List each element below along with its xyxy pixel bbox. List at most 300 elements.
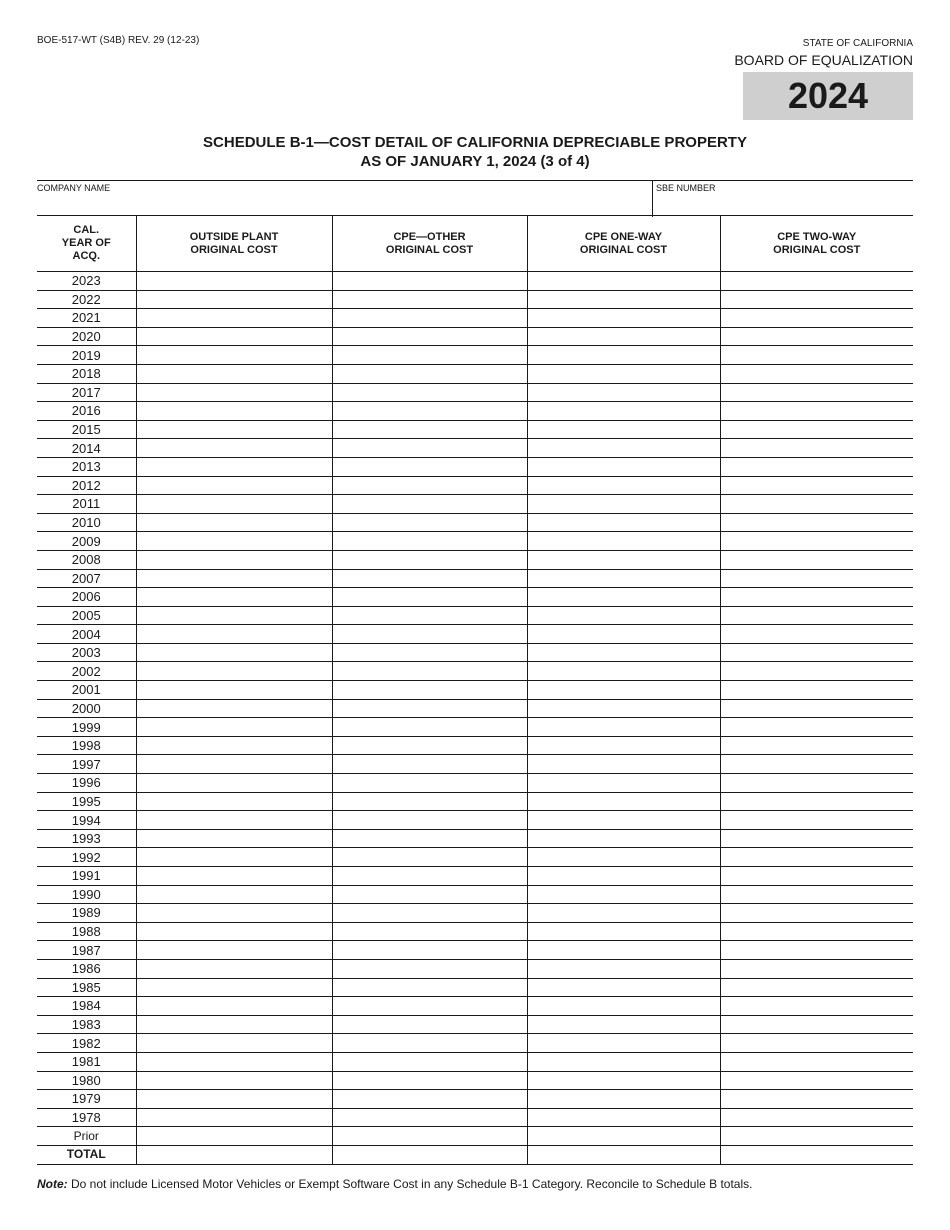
year-cell: 1984 xyxy=(37,997,136,1016)
cpe-other-cell[interactable] xyxy=(332,550,527,569)
outside-plant-cell[interactable] xyxy=(136,681,332,700)
outside-plant-cell[interactable] xyxy=(136,364,332,383)
cpe-two-way-cell[interactable] xyxy=(720,457,913,476)
outside-plant-cell[interactable] xyxy=(136,978,332,997)
cpe-two-way-cell[interactable] xyxy=(720,569,913,588)
outside-plant-cell[interactable] xyxy=(136,327,332,346)
cpe-two-way-cell[interactable] xyxy=(720,681,913,700)
cpe-one-way-cell[interactable] xyxy=(527,755,720,774)
cpe-other-cell[interactable] xyxy=(332,569,527,588)
cpe-one-way-cell[interactable] xyxy=(527,941,720,960)
outside-plant-cell[interactable] xyxy=(136,495,332,514)
year-cell: 2007 xyxy=(37,569,136,588)
cpe-one-way-cell[interactable] xyxy=(527,1034,720,1053)
cpe-other-cell[interactable] xyxy=(332,774,527,793)
cpe-one-way-cell[interactable] xyxy=(527,1090,720,1109)
outside-plant-cell[interactable] xyxy=(136,550,332,569)
outside-plant-cell[interactable] xyxy=(136,904,332,923)
outside-plant-cell[interactable] xyxy=(136,829,332,848)
cpe-other-cell[interactable] xyxy=(332,1127,527,1146)
table-row xyxy=(37,402,913,421)
cpe-other-cell[interactable] xyxy=(332,904,527,923)
cpe-two-way-cell[interactable] xyxy=(720,364,913,383)
year-cell: 1983 xyxy=(37,1015,136,1034)
cpe-one-way-cell[interactable] xyxy=(527,495,720,514)
cpe-two-way-cell[interactable] xyxy=(720,309,913,328)
cpe-other-cell[interactable] xyxy=(332,495,527,514)
cpe-two-way-cell[interactable] xyxy=(720,885,913,904)
cpe-other-cell[interactable] xyxy=(332,997,527,1016)
table-row xyxy=(37,922,913,941)
cpe-one-way-cell[interactable] xyxy=(527,904,720,923)
outside-plant-cell[interactable] xyxy=(136,792,332,811)
year-cell: 2013 xyxy=(37,457,136,476)
cpe-one-way-cell[interactable] xyxy=(527,848,720,867)
identification-row xyxy=(37,180,913,217)
cpe-other-cell[interactable] xyxy=(332,364,527,383)
outside-plant-cell[interactable] xyxy=(136,1034,332,1053)
outside-plant-cell[interactable] xyxy=(136,941,332,960)
cpe-one-way-cell[interactable] xyxy=(527,922,720,941)
cpe-two-way-cell[interactable] xyxy=(720,625,913,644)
outside-plant-cell[interactable] xyxy=(136,1127,332,1146)
table-row xyxy=(37,699,913,718)
year-cell: 2015 xyxy=(37,420,136,439)
cpe-other-cell[interactable] xyxy=(332,978,527,997)
board-name: BOARD OF EQUALIZATION xyxy=(734,52,913,68)
outside-plant-cell[interactable] xyxy=(136,346,332,365)
cpe-one-way-cell[interactable] xyxy=(527,364,720,383)
outside-plant-cell[interactable] xyxy=(136,588,332,607)
cpe-other-cell[interactable] xyxy=(332,755,527,774)
outside-plant-cell[interactable] xyxy=(136,606,332,625)
cpe-other-header xyxy=(332,216,527,272)
cpe-one-way-cell[interactable] xyxy=(527,290,720,309)
footnote xyxy=(37,1177,752,1191)
outside-plant-cell[interactable] xyxy=(136,290,332,309)
cpe-one-way-cell[interactable] xyxy=(527,606,720,625)
outside-plant-cell[interactable] xyxy=(136,718,332,737)
cpe-other-cell[interactable] xyxy=(332,885,527,904)
year-cell: 2021 xyxy=(37,309,136,328)
cpe-one-way-cell[interactable] xyxy=(527,867,720,886)
outside-plant-cell[interactable] xyxy=(136,383,332,402)
cpe-two-way-cell[interactable] xyxy=(720,383,913,402)
table-row xyxy=(37,867,913,886)
table-row xyxy=(37,829,913,848)
cpe-one-way-cell[interactable] xyxy=(527,662,720,681)
year-cell: 1979 xyxy=(37,1090,136,1109)
cpe-two-way-cell[interactable] xyxy=(720,811,913,830)
column-header-line: CPE TWO-WAY xyxy=(777,230,857,243)
cpe-other-cell[interactable] xyxy=(332,309,527,328)
outside-plant-cell[interactable] xyxy=(136,867,332,886)
cpe-two-way-cell[interactable] xyxy=(720,736,913,755)
table-row xyxy=(37,383,913,402)
cpe-one-way-cell[interactable] xyxy=(527,402,720,421)
cpe-other-cell[interactable] xyxy=(332,383,527,402)
cpe-two-way-cell[interactable] xyxy=(720,346,913,365)
year-cell: 1992 xyxy=(37,848,136,867)
cpe-two-way-cell[interactable] xyxy=(720,606,913,625)
cpe-one-way-cell[interactable] xyxy=(527,792,720,811)
cpe-other-cell[interactable] xyxy=(332,588,527,607)
cpe-one-way-cell[interactable] xyxy=(527,1015,720,1034)
cpe-other-cell[interactable] xyxy=(332,1145,527,1164)
table-row xyxy=(37,513,913,532)
table-row xyxy=(37,364,913,383)
cpe-one-way-cell[interactable] xyxy=(527,1052,720,1071)
year-cell: 1978 xyxy=(37,1108,136,1127)
cpe-other-cell[interactable] xyxy=(332,513,527,532)
table-row xyxy=(37,569,913,588)
cpe-one-way-cell[interactable] xyxy=(527,829,720,848)
table-row xyxy=(37,997,913,1016)
cpe-other-cell[interactable] xyxy=(332,402,527,421)
cpe-other-cell[interactable] xyxy=(332,848,527,867)
column-header-line: ACQ. xyxy=(72,250,100,262)
table-row xyxy=(37,272,913,291)
cpe-two-way-cell[interactable] xyxy=(720,829,913,848)
cpe-two-way-cell[interactable] xyxy=(720,699,913,718)
cpe-two-way-cell[interactable] xyxy=(720,1127,913,1146)
year-cell: 1982 xyxy=(37,1034,136,1053)
cpe-two-way-cell[interactable] xyxy=(720,420,913,439)
table-header-row xyxy=(37,216,913,272)
cpe-two-way-cell[interactable] xyxy=(720,1071,913,1090)
cpe-other-cell[interactable] xyxy=(332,736,527,755)
cpe-other-cell[interactable] xyxy=(332,811,527,830)
cpe-one-way-cell[interactable] xyxy=(527,718,720,737)
table-row xyxy=(37,941,913,960)
cpe-two-way-cell[interactable] xyxy=(720,718,913,737)
cpe-other-cell[interactable] xyxy=(332,439,527,458)
outside-plant-cell[interactable] xyxy=(136,959,332,978)
cpe-two-way-cell[interactable] xyxy=(720,532,913,551)
cpe-two-way-cell[interactable] xyxy=(720,1108,913,1127)
year-cell: 2020 xyxy=(37,327,136,346)
cpe-other-cell[interactable] xyxy=(332,346,527,365)
cpe-one-way-cell[interactable] xyxy=(527,327,720,346)
cpe-one-way-cell[interactable] xyxy=(527,272,720,291)
table-row xyxy=(37,755,913,774)
cpe-two-way-cell[interactable] xyxy=(720,941,913,960)
cpe-one-way-cell[interactable] xyxy=(527,736,720,755)
cpe-two-way-cell[interactable] xyxy=(720,643,913,662)
table-row xyxy=(37,643,913,662)
cpe-one-way-cell[interactable] xyxy=(527,383,720,402)
outside-plant-cell[interactable] xyxy=(136,569,332,588)
year-cell: 2003 xyxy=(37,643,136,662)
year-cell: 1985 xyxy=(37,978,136,997)
table-row xyxy=(37,420,913,439)
outside-plant-cell[interactable] xyxy=(136,625,332,644)
cpe-one-way-cell[interactable] xyxy=(527,457,720,476)
cpe-other-cell[interactable] xyxy=(332,532,527,551)
outside-plant-cell[interactable] xyxy=(136,439,332,458)
year-cell: 2018 xyxy=(37,364,136,383)
outside-plant-cell[interactable] xyxy=(136,476,332,495)
cpe-two-way-cell[interactable] xyxy=(720,588,913,607)
cpe-other-cell[interactable] xyxy=(332,867,527,886)
table-row xyxy=(37,625,913,644)
column-header-line: CPE ONE-WAY xyxy=(584,230,663,243)
outside-plant-cell[interactable] xyxy=(136,1071,332,1090)
outside-plant-cell[interactable] xyxy=(136,997,332,1016)
cpe-other-cell[interactable] xyxy=(332,625,527,644)
year-cell: 1998 xyxy=(37,736,136,755)
cpe-other-cell[interactable] xyxy=(332,1071,527,1090)
column-header-line: ORIGINAL COST xyxy=(385,243,474,256)
cpe-one-way-cell[interactable] xyxy=(527,1071,720,1090)
cpe-two-way-cell[interactable] xyxy=(720,439,913,458)
table-row xyxy=(37,290,913,309)
year-cell: 2001 xyxy=(37,681,136,700)
year-cell: 1995 xyxy=(37,792,136,811)
cpe-two-way-cell[interactable] xyxy=(720,550,913,569)
cpe-one-way-cell[interactable] xyxy=(527,569,720,588)
table-row xyxy=(37,792,913,811)
table-row xyxy=(37,457,913,476)
cpe-one-way-cell[interactable] xyxy=(527,1127,720,1146)
cpe-two-way-cell[interactable] xyxy=(720,755,913,774)
outside-plant-cell[interactable] xyxy=(136,848,332,867)
cpe-other-cell[interactable] xyxy=(332,718,527,737)
cpe-two-way-cell[interactable] xyxy=(720,272,913,291)
year-cell: 2019 xyxy=(37,346,136,365)
cpe-other-cell[interactable] xyxy=(332,922,527,941)
cpe-one-way-cell[interactable] xyxy=(527,346,720,365)
cpe-two-way-cell[interactable] xyxy=(720,867,913,886)
cpe-one-way-cell[interactable] xyxy=(527,978,720,997)
table-row xyxy=(37,885,913,904)
agency-block xyxy=(734,37,913,69)
cpe-one-way-cell[interactable] xyxy=(527,476,720,495)
year-cell: 1989 xyxy=(37,904,136,923)
year-cell: 2023 xyxy=(37,272,136,291)
cpe-one-way-cell[interactable] xyxy=(527,550,720,569)
year-cell: Prior xyxy=(37,1127,136,1146)
cpe-one-way-cell[interactable] xyxy=(527,997,720,1016)
outside-plant-cell[interactable] xyxy=(136,811,332,830)
note-label: Note: xyxy=(37,1177,68,1191)
year-cell: 2005 xyxy=(37,606,136,625)
outside-plant-cell[interactable] xyxy=(136,513,332,532)
outside-plant-cell[interactable] xyxy=(136,885,332,904)
cpe-one-way-cell[interactable] xyxy=(527,699,720,718)
outside-plant-cell[interactable] xyxy=(136,1145,332,1164)
cpe-two-way-cell[interactable] xyxy=(720,402,913,421)
outside-plant-cell[interactable] xyxy=(136,309,332,328)
table-row xyxy=(37,904,913,923)
year-cell: 1980 xyxy=(37,1071,136,1090)
cpe-other-cell[interactable] xyxy=(332,699,527,718)
outside-plant-cell[interactable] xyxy=(136,699,332,718)
cpe-two-way-cell[interactable] xyxy=(720,513,913,532)
company-name-label: COMPANY NAME xyxy=(37,183,111,193)
year-cell: 2004 xyxy=(37,625,136,644)
cpe-one-way-cell[interactable] xyxy=(527,811,720,830)
form-id: BOE-517-WT (S4B) REV. 29 (12-23) xyxy=(37,35,200,46)
cpe-other-cell[interactable] xyxy=(332,290,527,309)
outside-plant-cell[interactable] xyxy=(136,922,332,941)
year-cell: 2010 xyxy=(37,513,136,532)
year-cell: 2017 xyxy=(37,383,136,402)
year-cell: 1994 xyxy=(37,811,136,830)
cpe-two-way-cell[interactable] xyxy=(720,1052,913,1071)
column-header-line: ORIGINAL COST xyxy=(190,243,278,256)
cost-detail-table xyxy=(37,215,913,1165)
table-row xyxy=(37,327,913,346)
cpe-two-way-cell[interactable] xyxy=(720,1145,913,1164)
cpe-two-way-cell[interactable] xyxy=(720,904,913,923)
cpe-two-way-cell[interactable] xyxy=(720,1034,913,1053)
cpe-two-way-cell[interactable] xyxy=(720,774,913,793)
cpe-two-way-cell[interactable] xyxy=(720,922,913,941)
year-cell: 1997 xyxy=(37,755,136,774)
cpe-two-way-cell[interactable] xyxy=(720,327,913,346)
year-cell: 1991 xyxy=(37,867,136,886)
cpe-two-way-cell[interactable] xyxy=(720,959,913,978)
cpe-one-way-cell[interactable] xyxy=(527,513,720,532)
cpe-other-cell[interactable] xyxy=(332,1090,527,1109)
cpe-one-way-cell[interactable] xyxy=(527,588,720,607)
table-row xyxy=(37,1090,913,1109)
schedule-title: SCHEDULE B-1—COST DETAIL OF CALIFORNIA DEPRECIABLE PROPERTY xyxy=(203,134,747,151)
sbe-number-label: SBE NUMBER xyxy=(656,183,716,193)
year-cell: 2000 xyxy=(37,699,136,718)
cpe-two-way-cell[interactable] xyxy=(720,792,913,811)
table-row xyxy=(37,662,913,681)
outside-plant-cell[interactable] xyxy=(136,643,332,662)
year-cell: 2022 xyxy=(37,290,136,309)
cpe-two-way-cell[interactable] xyxy=(720,290,913,309)
year-cell: 2002 xyxy=(37,662,136,681)
year-cell: 1981 xyxy=(37,1052,136,1071)
year-cell: 2008 xyxy=(37,550,136,569)
year-cell: 2016 xyxy=(37,402,136,421)
cpe-two-way-cell[interactable] xyxy=(720,662,913,681)
table-row xyxy=(37,718,913,737)
cpe-one-way-cell[interactable] xyxy=(527,420,720,439)
cpe-other-cell[interactable] xyxy=(332,792,527,811)
year-cell: TOTAL xyxy=(37,1145,136,1164)
outside-plant-cell[interactable] xyxy=(136,532,332,551)
cpe-two-way-cell[interactable] xyxy=(720,978,913,997)
outside-plant-cell[interactable] xyxy=(136,736,332,755)
cpe-other-cell[interactable] xyxy=(332,272,527,291)
year-cell: 2009 xyxy=(37,532,136,551)
cpe-other-cell[interactable] xyxy=(332,327,527,346)
column-header-line: ORIGINAL COST xyxy=(773,243,861,256)
cpe-other-cell[interactable] xyxy=(332,476,527,495)
table-row xyxy=(37,532,913,551)
table-row xyxy=(37,476,913,495)
table-row xyxy=(37,1071,913,1090)
year-cell: 2006 xyxy=(37,588,136,607)
cpe-two-way-cell[interactable] xyxy=(720,848,913,867)
table-row xyxy=(37,811,913,830)
cpe-other-cell[interactable] xyxy=(332,606,527,625)
cpe-two-way-cell[interactable] xyxy=(720,1090,913,1109)
cpe-one-way-cell[interactable] xyxy=(527,532,720,551)
cpe-other-cell[interactable] xyxy=(332,420,527,439)
outside-plant-cell[interactable] xyxy=(136,755,332,774)
cpe-other-cell[interactable] xyxy=(332,1034,527,1053)
table-row xyxy=(37,1015,913,1034)
cpe-one-way-cell[interactable] xyxy=(527,1145,720,1164)
table-row xyxy=(37,606,913,625)
table-row xyxy=(37,681,913,700)
cpe-other-cell[interactable] xyxy=(332,829,527,848)
outside-plant-cell[interactable] xyxy=(136,402,332,421)
cpe-other-cell[interactable] xyxy=(332,941,527,960)
column-header-line: OUTSIDE PLANT xyxy=(189,230,279,243)
cpe-two-way-cell[interactable] xyxy=(720,997,913,1016)
year-cell: 1993 xyxy=(37,829,136,848)
cpe-other-cell[interactable] xyxy=(332,643,527,662)
cpe-one-way-cell[interactable] xyxy=(527,309,720,328)
outside-plant-cell[interactable] xyxy=(136,457,332,476)
year-cell: 1988 xyxy=(37,922,136,941)
cpe-one-way-cell[interactable] xyxy=(527,959,720,978)
outside-plant-header xyxy=(136,216,332,272)
outside-plant-cell[interactable] xyxy=(136,1015,332,1034)
table-row xyxy=(37,959,913,978)
year-cell: 1999 xyxy=(37,718,136,737)
cpe-one-way-cell[interactable] xyxy=(527,643,720,662)
cpe-other-cell[interactable] xyxy=(332,662,527,681)
cpe-two-way-cell[interactable] xyxy=(720,495,913,514)
cpe-two-way-cell[interactable] xyxy=(720,476,913,495)
outside-plant-cell[interactable] xyxy=(136,420,332,439)
cpe-other-cell[interactable] xyxy=(332,681,527,700)
cpe-other-cell[interactable] xyxy=(332,1108,527,1127)
cpe-one-way-cell[interactable] xyxy=(527,774,720,793)
year-cell: 1986 xyxy=(37,959,136,978)
cpe-other-cell[interactable] xyxy=(332,959,527,978)
state-name: STATE OF CALIFORNIA xyxy=(802,38,913,49)
outside-plant-cell[interactable] xyxy=(136,774,332,793)
sbe-number-field[interactable] xyxy=(652,181,914,217)
table-row xyxy=(37,1108,913,1127)
outside-plant-cell[interactable] xyxy=(136,662,332,681)
outside-plant-cell[interactable] xyxy=(136,1052,332,1071)
outside-plant-cell[interactable] xyxy=(136,1108,332,1127)
cpe-one-way-cell[interactable] xyxy=(527,885,720,904)
cpe-one-way-header xyxy=(527,216,720,272)
table-row xyxy=(37,495,913,514)
cpe-two-way-header xyxy=(720,216,913,272)
cpe-two-way-cell[interactable] xyxy=(720,1015,913,1034)
schedule-subtitle: AS OF JANUARY 1, 2024 (3 of 4) xyxy=(360,153,590,170)
cpe-other-cell[interactable] xyxy=(332,1015,527,1034)
cpe-one-way-cell[interactable] xyxy=(527,439,720,458)
cpe-one-way-cell[interactable] xyxy=(527,625,720,644)
outside-plant-cell[interactable] xyxy=(136,1090,332,1109)
table-row xyxy=(37,978,913,997)
outside-plant-cell[interactable] xyxy=(136,272,332,291)
table-row xyxy=(37,1145,913,1164)
cpe-other-cell[interactable] xyxy=(332,457,527,476)
cal-year-header xyxy=(37,216,136,272)
cpe-one-way-cell[interactable] xyxy=(527,681,720,700)
column-header-line: CPE—OTHER xyxy=(393,230,466,243)
table-row xyxy=(37,439,913,458)
year-cell: 1996 xyxy=(37,774,136,793)
cpe-one-way-cell[interactable] xyxy=(527,1108,720,1127)
cpe-other-cell[interactable] xyxy=(332,1052,527,1071)
